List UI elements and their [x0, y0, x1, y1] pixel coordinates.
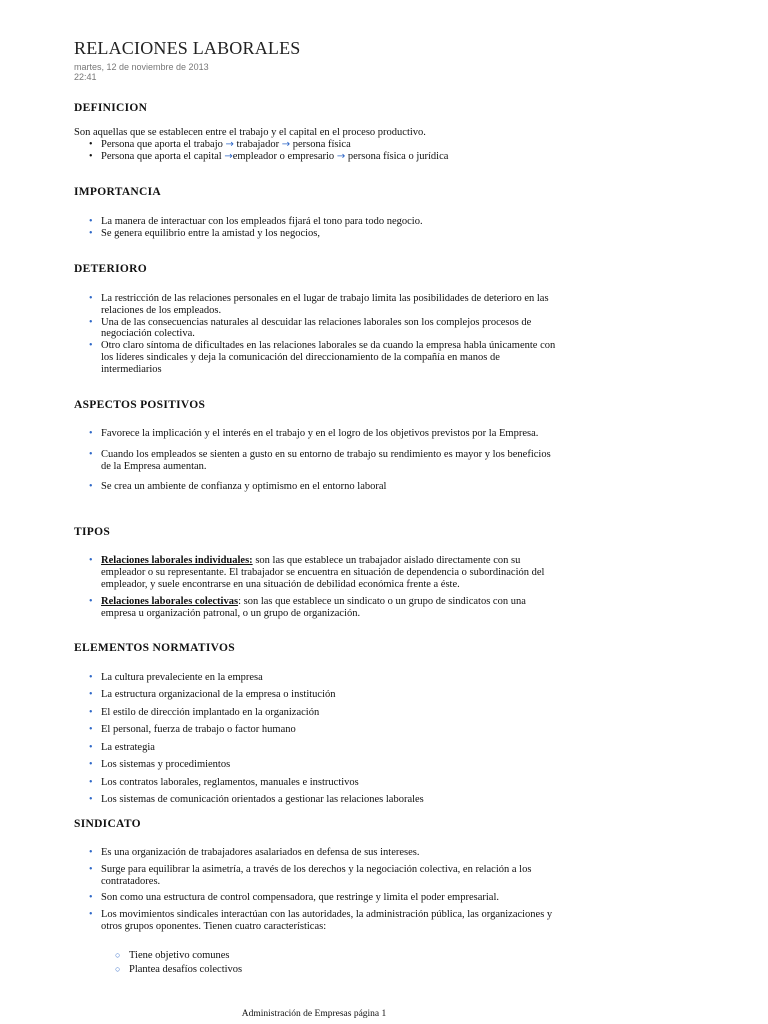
list-item: • El personal, fuerza de trabajo o factor humano — [89, 724, 296, 736]
list-item: • Relaciones laborales individuales: son las que establece un trabajador aislado directamente con su empleador o su representante. El trabajador se encuentra en situación de dependencia o subordinación del empleador, y suele encontrarse en una situación de debilidad económica frente a éste. — [89, 555, 545, 590]
definicion-list — [89, 139, 556, 163]
arrow-right-icon: → — [336, 150, 346, 162]
sindicato-sublist — [115, 950, 243, 978]
elementos-list — [89, 672, 556, 806]
bullet-icon: • — [89, 316, 93, 328]
bullet-icon: • — [89, 863, 93, 875]
circle-bullet-icon: ○ — [115, 950, 121, 960]
list-item: • Surge para equilibrar la asimetría, a través de los derechos y la negociación colectiva, en relación a los contratadores. — [89, 863, 532, 887]
bullet-icon: • — [89, 139, 93, 150]
arrow-right-icon: → — [281, 139, 291, 150]
bullet-icon: • — [89, 596, 93, 608]
list-item: • Otro claro síntoma de dificultades en las relaciones laborales se da cuando la empresa habla únicamente con los líderes sindicales y deja la comunicación del direccionamiento de la compañía en manos de intermediarios — [89, 340, 556, 375]
bullet-icon: • — [89, 741, 93, 753]
list-item: • La estructura organizacional de la empresa o institución — [89, 689, 336, 701]
bullet-icon: • — [89, 724, 93, 736]
list-item: • El estilo de dirección implantado en la organización — [89, 706, 320, 718]
list-item: • Se crea un ambiente de confianza y optimismo en el entorno laboral — [89, 481, 387, 493]
deterioro-list — [89, 293, 556, 376]
heading-tipos: TIPOS — [74, 526, 111, 538]
bullet-icon: • — [89, 340, 93, 352]
bullet-icon: • — [89, 481, 93, 493]
list-item: • Favorece la implicación y el interés en el trabajo y en el logro de los objetivos previstos por la Empresa. — [89, 428, 539, 439]
list-item: • Son como una estructura de control compensadora, que restringe y limita el poder empresarial. — [89, 892, 499, 904]
bullet-icon: • — [89, 555, 93, 566]
bullet-icon: • — [89, 909, 93, 921]
bullet-icon: • — [89, 428, 93, 439]
term-colectivas: Relaciones laborales colectivas — [101, 596, 239, 608]
heading-aspectos-positivos: ASPECTOS POSITIVOS — [74, 399, 206, 411]
list-item: • Persona que aporta el capital →empleador o empresario → persona física o jurídica — [89, 150, 449, 162]
bullet-icon: • — [89, 150, 93, 162]
list-item: • Los sistemas y procedimientos — [89, 759, 231, 771]
bullet-icon: • — [89, 448, 93, 460]
list-item: ○ Plantea desafíos colectivos — [115, 963, 243, 975]
list-item: • Los movimientos sindicales interactúan con las autoridades, la administración pública, las organizaciones y otros grupos oponentes. Tienen cuatro características: — [89, 909, 553, 932]
arrow-right-icon: → — [225, 139, 234, 150]
heading-elementos-normativos: ELEMENTOS NORMATIVOS — [74, 642, 235, 654]
list-item: • Es una organización de trabajadores asalariados en defensa de sus intereses. — [89, 847, 420, 858]
list-item: • La manera de interactuar con los empleados fijará el tono para todo negocio. — [89, 216, 423, 227]
heading-deterioro: DETERIORO — [74, 263, 147, 275]
bullet-icon: • — [89, 847, 93, 858]
list-item: • La restricción de las relaciones personales en el lugar de trabajo limita las posibilidades de deterioro en las relaciones de los empleados. — [89, 293, 549, 316]
tipos-list — [89, 555, 556, 620]
list-item: • Relaciones laborales colectivas: son las que establece un sindicato o un grupo de sindicatos con una empresa u organización patronal, o un grupo de organización. — [89, 596, 526, 620]
bullet-icon: • — [89, 293, 93, 304]
list-item: • Los contratos laborales, reglamentos, manuales e instructivos — [89, 776, 359, 788]
bullet-icon: • — [89, 216, 93, 227]
list-item: • Cuando los empleados se sienten a gusto en su entorno de trabajo su rendimiento es mayor y los beneficios de la Empresa aumentan. — [89, 448, 551, 472]
bullet-icon: • — [89, 794, 93, 806]
page-date: martes, 12 de noviembre de 2013 — [74, 62, 209, 72]
bullet-icon: • — [89, 672, 93, 683]
list-item: • La cultura prevaleciente en la empresa — [89, 672, 263, 683]
heading-definicion: DEFINICION — [74, 102, 148, 114]
page-title: RELACIONES LABORALES — [74, 38, 301, 58]
page-footer: Administración de Empresas página 1 — [241, 1009, 387, 1019]
bullet-icon: • — [89, 776, 93, 788]
heading-sindicato: SINDICATO — [74, 818, 141, 830]
heading-importancia: IMPORTANCIA — [74, 186, 162, 198]
list-item: • La estrategia — [89, 741, 155, 753]
list-item: ○ Tiene objetivo comunes — [115, 950, 230, 961]
bullet-icon: • — [89, 706, 93, 718]
importancia-list — [89, 216, 556, 240]
aspectos-list — [89, 428, 556, 493]
list-item: • Una de las consecuencias naturales al descuidar las relaciones laborales son los complejos procesos de negociación colectiva. — [89, 316, 532, 340]
definicion-intro: Son aquellas que se establecen entre el trabajo y el capital en el proceso productivo. — [74, 127, 426, 138]
list-item: • Persona que aporta el trabajo → trabajador → persona física — [89, 139, 351, 150]
list-item: • Los sistemas de comunicación orientados a gestionar las relaciones laborales — [89, 794, 424, 806]
term-individuales: Relaciones laborales individuales: — [101, 555, 253, 566]
bullet-icon: • — [89, 892, 93, 904]
circle-bullet-icon: ○ — [115, 963, 121, 974]
page-time: 22:41 — [74, 72, 97, 82]
bullet-icon: • — [89, 689, 93, 701]
arrow-right-icon: → — [224, 150, 233, 162]
sindicato-list — [89, 847, 556, 933]
bullet-icon: • — [89, 759, 93, 771]
bullet-icon: • — [89, 227, 93, 239]
list-item: • Se genera equilibrio entre la amistad y los negocios, — [89, 227, 320, 239]
